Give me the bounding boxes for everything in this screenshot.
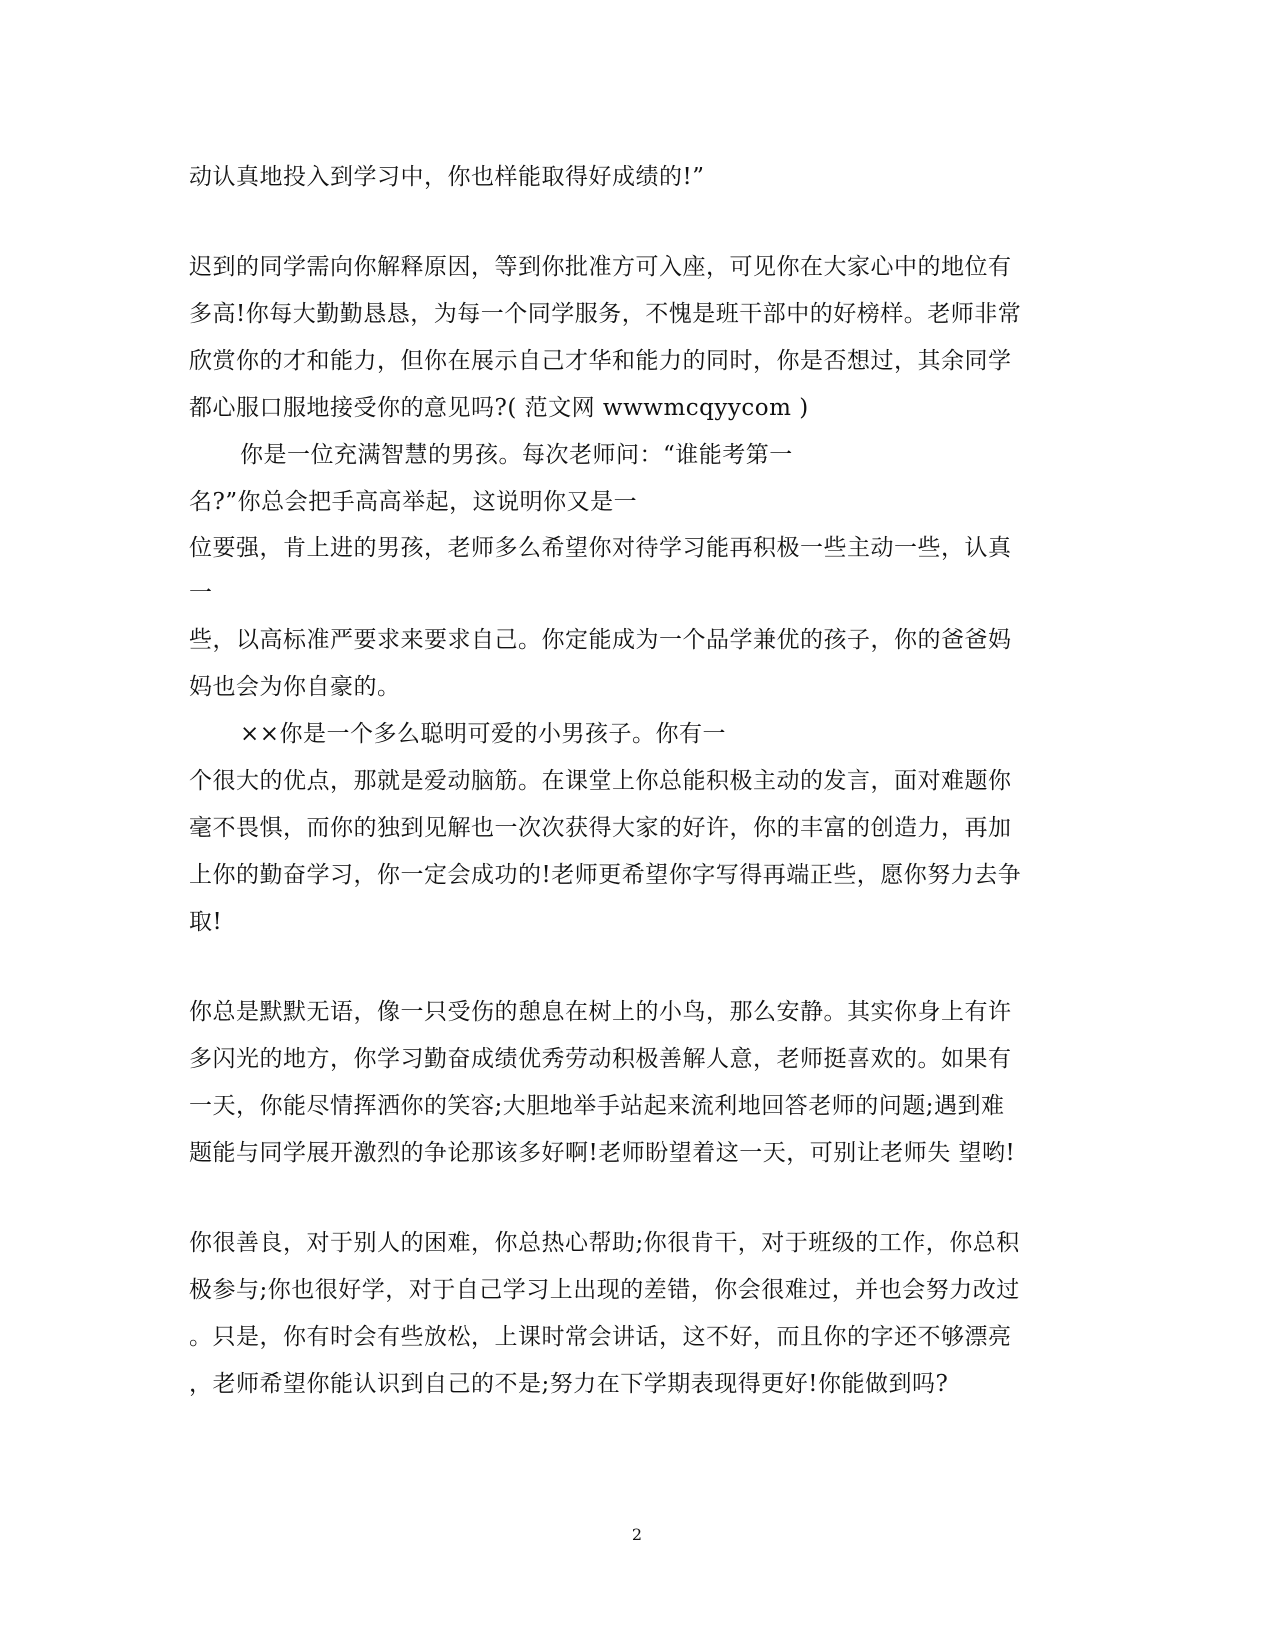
text-line: 都心服口服地接受你的意见吗?( 范文网 wwwmcqyycom ) (189, 395, 809, 421)
text-line: 你很善良，对于别人的困难，你总热心帮助;你很肯干，对于班级的工作，你总积 (189, 1230, 1020, 1256)
text-line: 动认真地投入到学习中，你也样能取得好成绩的!” (189, 164, 705, 190)
text-line: 妈也会为你自豪的。 (189, 674, 401, 700)
text-line: 多高!你每大勤勤恳恳，为每一个同学服务，不愧是班干部中的好榜样。老师非常 (189, 301, 1022, 327)
text-line: 名?”你总会把手高高举起，这说明你又是一 (189, 489, 638, 515)
text-line: 你是一位充满智慧的男孩。每次老师问：“谁能考第一 (240, 442, 793, 468)
text-line: 毫不畏惧，而你的独到见解也一次次获得大家的好许，你的丰富的创造力，再加 (189, 815, 1012, 841)
text-line: 一天，你能尽情挥洒你的笑容;大胆地举手站起来流利地回答老师的问题;遇到难 (189, 1093, 1005, 1119)
text-line: ，老师希望你能认识到自己的不是;努力在下学期表现得更好!你能做到吗? (189, 1371, 949, 1397)
page-number: 2 (631, 1525, 643, 1544)
text-line: 欣赏你的才和能力，但你在展示自己才华和能力的同时，你是否想过，其余同学 (189, 348, 1012, 374)
text-line: 取! (189, 909, 223, 935)
text-line: 位要强，肯上进的男孩，老师多么希望你对待学习能再积极一些主动一些，认真 (189, 535, 1012, 561)
text-line: ××你是一个多么聪明可爱的小男孩子。你有一 (240, 721, 727, 747)
text-line: 些，以高标准严要求来要求自己。你定能成为一个品学兼优的孩子，你的爸爸妈 (189, 627, 1012, 653)
text-line: 题能与同学展开激烈的争论那该多好啊!老师盼望着这一天，可别让老师失 望哟! (189, 1140, 1016, 1166)
text-line: 上你的勤奋学习，你一定会成功的!老师更希望你字写得再端正些，愿你努力去争 (189, 862, 1022, 888)
text-line: 迟到的同学需向你解释原因，等到你批准方可入座，可见你在大家心中的地位有 (189, 254, 1012, 280)
text-line: 。只是，你有时会有些放松，上课时常会讲话，这不好，而且你的字还不够漂亮 (189, 1324, 1012, 1350)
text-line: 个很大的优点，那就是爱动脑筋。在课堂上你总能积极主动的发言，面对难题你 (189, 768, 1012, 794)
text-line: 极参与;你也很好学，对于自己学习上出现的差错，你会很难过，并也会努力改过 (189, 1277, 1020, 1303)
text-line: 一 (189, 580, 213, 606)
text-line: 多闪光的地方，你学习勤奋成绩优秀劳动积极善解人意，老师挺喜欢的。如果有 (189, 1046, 1012, 1072)
text-line: 你总是默默无语，像一只受伤的憩息在树上的小鸟，那么安静。其实你身上有许 (189, 999, 1012, 1025)
